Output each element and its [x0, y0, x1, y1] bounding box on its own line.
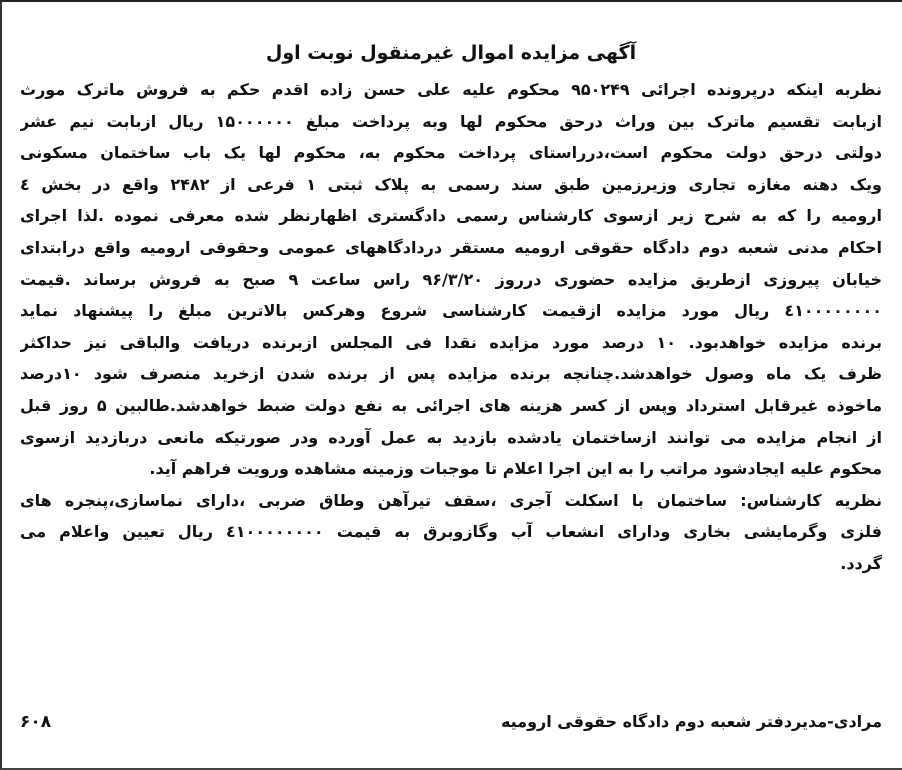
- notice-line: ظرف یک ماه وصول خواهدشد.چنانچه برنده مزایده پس از برنده شدن ازخرید منصرف شود ۱۰درصد: [20, 364, 882, 384]
- notice-title: آگهی مزایده اموال غیرمنقول نوبت اول: [265, 42, 637, 64]
- notice-line: دولتی درحق دولت محکوم است،درراستای پرداخت محکوم به، محکوم لها یک باب ساختمان مسکونی: [20, 143, 882, 163]
- auction-notice: [20, 38, 882, 580]
- notice-line: ماخوذه غیرقابل استرداد وپس از کسر هزینه های اجرائی به نفع دولت ضبط خواهدشد.طالبین ۵ روز قبل: [20, 395, 882, 415]
- signature: مرادی-مدیردفتر شعبه دوم دادگاه حقوقی ارومیه: [500, 712, 882, 731]
- notice-line: نظربه اینکه درپرونده اجرائی ۹۵۰۲۴۹ محکوم علیه علی حسن زاده اقدم حکم به فروش ماترک مورث: [20, 80, 882, 99]
- notice-line: ازبابت تقسیم ماترک بین وراث درحق محکوم لها وبه پرداخت مبلغ ۱۵۰۰۰۰۰۰ ریال ازبابت نیم عشر: [20, 111, 882, 131]
- notice-line: محکوم علیه ایجادشود مراتب را به این اجرا اعلام تا موجبات وزمینه مشاهده ورویت فراهم آید.: [149, 459, 882, 479]
- notice-number: ۶۰۸: [20, 712, 52, 732]
- expert-opinion-line: نظریه کارشناس: ساختمان با اسکلت آجری ،سقف تیرآهن وطاق ضربی ،دارای نماسازی،پنجره های: [20, 490, 882, 510]
- notice-footer: [20, 706, 882, 738]
- notice-line: از انجام مزایده می توانند ازساختمان یادشده بازدید به عمل آورده ودر صورتیکه مانعی دربازدید ازسوی: [20, 427, 882, 447]
- notice-line: ویک دهنه مغازه تجاری وزیرزمین طبق سند رسمی به پلاک ثبتی ۱ فرعی از ۲۴۸۲ واقع در بخش ٤: [20, 174, 882, 194]
- expert-opinion-line: فلزی وگرمایشی بخاری ودارای انشعاب آب وگازوبرق به قیمت ٤١٠٠٠٠٠٠٠٠ ریال تعیین واعلام می: [20, 522, 882, 542]
- expert-opinion-line: گردد.: [840, 553, 882, 573]
- notice-line: ارومیه را که به شرح زیر ازسوی کارشناس رسمی دادگستری اظهارنظر شده معرفی نموده .لذا اجرای: [20, 206, 882, 226]
- notice-line: ٤١٠٠٠٠٠٠٠٠ ریال مورد مزایده ازقیمت کارشناسی شروع وهرکس بالاترین مبلغ را پیشنهاد نماید: [20, 301, 882, 321]
- notice-line: خیابان پیروزی ازطریق مزایده حضوری درروز ۹۶/۳/۲۰ راس ساعت ۹ صبح به فروش برساند .قیمت: [20, 269, 882, 289]
- notice-line: برنده مزایده خواهدبود. ۱۰ درصد مورد مزایده نقدا فی المجلس ازبرنده دریافت والباقی نیز حداکثر: [20, 332, 882, 352]
- notice-line: احکام مدنی شعبه دوم دادگاه حقوقی ارومیه مستقر دردادگاههای عمومی وحقوقی ارومیه واقع درابتدای: [20, 237, 882, 257]
